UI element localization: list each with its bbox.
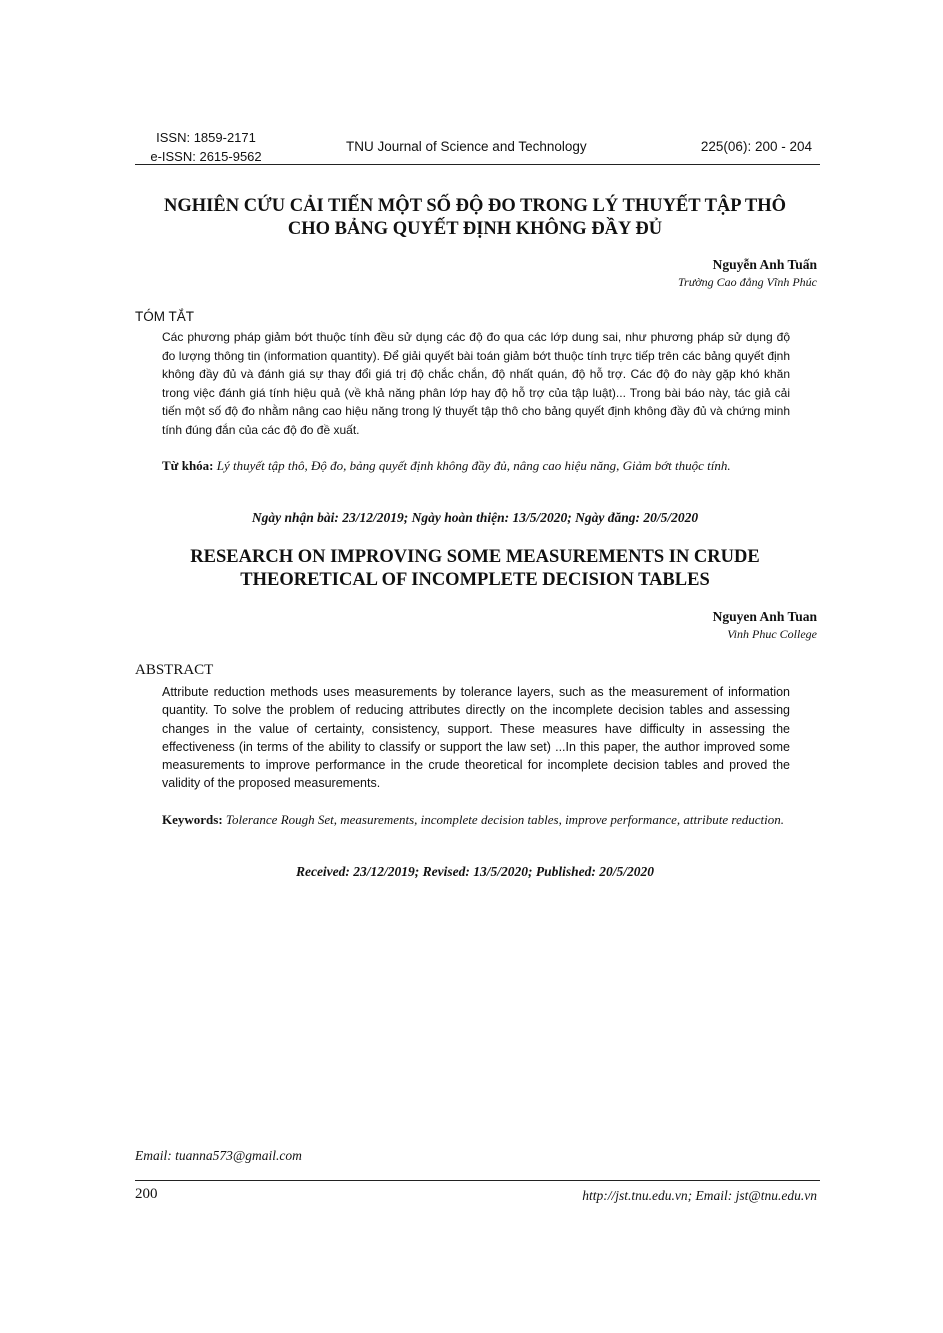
vn-dates: Ngày nhận bài: 23/12/2019; Ngày hoàn thiện: 13/5/2020; Ngày đăng: 20/5/2020	[251, 510, 699, 525]
footer-divider	[135, 1180, 820, 1181]
issn: ISSN: 1859-2171	[156, 130, 256, 145]
author-email: Email: tuanna573@gmail.com	[135, 1148, 302, 1163]
en-author: Nguyen Anh Tuan	[712, 609, 817, 624]
en-dates: Received: 23/12/2019; Revised: 13/5/2020; Published: 20/5/2020	[295, 864, 655, 879]
en-title-line2: THEORETICAL OF INCOMPLETE DECISION TABLES	[240, 570, 710, 590]
en-keywords-text: Tolerance Rough Set, measurements, incomplete decision tables, improve performance, attribute reduction.	[222, 812, 784, 827]
vn-keywords-label: Từ khóa:	[162, 458, 214, 473]
journal-name: TNU Journal of Science and Technology	[346, 139, 587, 154]
en-abstract-heading: ABSTRACT	[135, 662, 214, 678]
en-title-line1: RESEARCH ON IMPROVING SOME MEASUREMENTS IN CRUDE	[190, 547, 760, 567]
en-keywords	[162, 810, 790, 830]
header-divider	[135, 164, 820, 165]
vn-keywords-text: Lý thuyết tập thô, Độ đo, bảng quyết định không đầy đủ, nâng cao hiệu năng, Giảm bớt thuộc tính.	[213, 458, 731, 473]
en-title	[120, 546, 830, 592]
vn-title-line1: NGHIÊN CỨU CẢI TIẾN MỘT SỐ ĐỘ ĐO TRONG LÝ THUYẾT TẬP THÔ	[164, 196, 786, 216]
vn-title-line2: CHO BẢNG QUYẾT ĐỊNH KHÔNG ĐẦY ĐỦ	[287, 219, 663, 239]
vn-affiliation: Trường Cao đẳng Vĩnh Phúc	[678, 275, 817, 289]
page-number: 200	[135, 1186, 158, 1202]
issn-block	[140, 128, 272, 166]
vn-author: Nguyễn Anh Tuấn	[712, 257, 817, 272]
vn-abstract-heading: TÓM TẮT	[135, 309, 194, 324]
en-affiliation: Vinh Phuc College	[727, 627, 817, 641]
vn-title	[120, 195, 830, 241]
eissn: e-ISSN: 2615-9562	[150, 149, 262, 164]
en-keywords-label: Keywords:	[162, 812, 223, 827]
en-abstract-body: Attribute reduction methods uses measurements by tolerance layers, such as the measurement of information quantity. To solve the problem of reducing attributes directly on the incomplete decision tables and assessing changes in the value of certainty, consistency, support. These measures have difficulty in assessing the effectiveness (in terms of the ability to classify or support the law set) ...In this paper, the author improved some measurements to improve performance in the crude theoretical for incomplete decision tables and proved the validity of the proposed measurements.	[162, 685, 790, 791]
vn-abstract-body: Các phương pháp giảm bớt thuộc tính đều sử dụng các độ đo qua các lớp dung sai, như phương pháp sử dụng độ đo lượng thông tin (information quantity). Để giải quyết bài toán giảm bớt thuộc tính trực tiếp trên các bảng quyết định không đầy đủ và đánh giá sự thay đổi giá trị độ chắc chắn, độ nhất quán, độ hỗ trợ. Các độ đo này gặp khó khăn trong việc đánh giá tính hiệu quả (về khả năng phân lớp hay độ hỗ trợ của tập luật)... Trong bài báo này, tác giả cải tiến một số độ đo nhằm nâng cao hiệu năng trong lý thuyết tập thô cho bảng quyết định không đầy đủ và chứng minh tính đúng đắn của các độ đo đề xuất.	[162, 330, 790, 437]
vn-keywords	[162, 457, 790, 476]
journal-links: http://jst.tnu.edu.vn; Email: jst@tnu.edu.vn	[582, 1188, 817, 1203]
issue-pages: 225(06): 200 - 204	[700, 139, 812, 154]
